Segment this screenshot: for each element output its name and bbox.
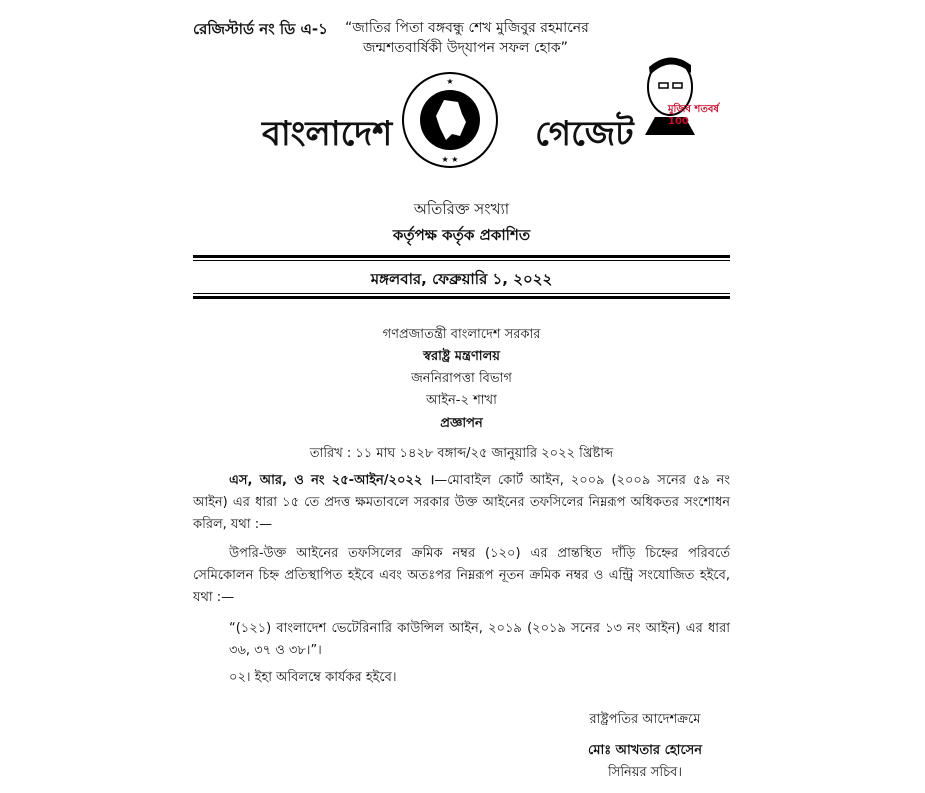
slogan-line-1: “জাতির পিতা বঙ্গবন্ধু শেখ মুজিবুর রহমানের: [345, 20, 589, 36]
branch-name: আইন-২ শাখা: [426, 393, 497, 408]
mujib-100-logo-text: মুজিব শতবর্ষ 100: [668, 104, 719, 127]
signatory-name: মোঃ আখতার হোসেন: [587, 743, 703, 758]
paragraph-1: [193, 470, 730, 536]
top-rule-thin: [193, 260, 730, 261]
paragraph-4: ০২। ইহা অবিলম্বে কার্যকর হইবে।: [229, 670, 397, 685]
paragraph-2-text: উপরি-উক্ত আইনের তফসিলের ক্রমিক নম্বর (১২০) এর প্রান্তস্থিত দাঁড়ি চিহ্নের পরিবর্তে সেমিকোলন চিহ্ন প্রতিস্থাপিত হইবে এবং অতঃপর নিম্নরূপ নূতন ক্রমিক নম্বর ও এন্ট্রি সংযোজিত হইবে, যথা :—: [193, 546, 730, 605]
extraordinary-issue-label: অতিরিক্ত সংখ্যা: [413, 200, 510, 218]
paragraph-2: [193, 543, 730, 609]
issue-date: মঙ্গলবার, ফেব্রুয়ারি ১, ২০২২: [370, 270, 553, 288]
division-name: জননিরাপত্তা বিভাগ: [411, 371, 512, 386]
notice-date: তারিখ : ১১ মাঘ ১৪২৮ বঙ্গাব্দ/২৫ জানুয়ারি ২০২২ খ্রিষ্টাব্দ: [309, 446, 614, 461]
signatory-designation: সিনিয়র সচিব।: [608, 765, 682, 780]
svg-text:★ ★: ★ ★: [441, 155, 459, 164]
svg-text:★: ★: [446, 77, 454, 86]
registered-number: রেজিস্টার্ড নং ডি এ-১: [193, 20, 328, 38]
slogan-line-2: জন্মশতবার্ষিকী উদ্‌যাপন সফল হোক”: [363, 40, 568, 56]
signature-order: রাষ্ট্রপতির আদেশক্রমে: [589, 712, 701, 727]
paragraph-3: “(১২১) বাংলাদেশ ভেটেরিনারি কাউন্সিল আইন, ২০১৯ (২০১৯ সনের ১৩ নং আইন) এর ধারা ৩৬, ৩৭ ও ৩৮।”।: [229, 621, 730, 658]
published-by-authority-label: কর্তৃপক্ষ কর্তৃক প্রকাশিত: [392, 226, 531, 244]
government-name: গণপ্রজাতন্ত্রী বাংলাদেশ সরকার: [382, 327, 541, 342]
bottom-rule: [193, 296, 730, 299]
government-seal-logo: [400, 70, 500, 170]
sro-reference: এস, আর, ও নং ২৫-আইন/২০২২ ।: [229, 473, 435, 488]
top-rule: [193, 255, 730, 258]
gazette-title-left: বাংলাদেশ: [262, 114, 393, 154]
gazette-title-right: গেজেট: [535, 114, 634, 154]
notice-label: প্রজ্ঞাপন: [440, 416, 483, 431]
issuer-block: [193, 324, 730, 412]
paragraph-1-text: —মোবাইল কোর্ট আইন, ২০০৯ (২০০৯ সনের ৫৯ নং আইন) এর ধারা ১৫ তে প্রদত্ত ক্ষমতাবলে সরকার উক্ত আইনের তফসিলের নিম্নরূপ অধিকতর সংশোধন করিল, যথা :—: [193, 473, 730, 532]
ministry-name: স্বরাষ্ট্র মন্ত্রণালয়: [423, 349, 500, 364]
bottom-rule-thin: [193, 293, 730, 294]
slogan: [345, 18, 635, 58]
